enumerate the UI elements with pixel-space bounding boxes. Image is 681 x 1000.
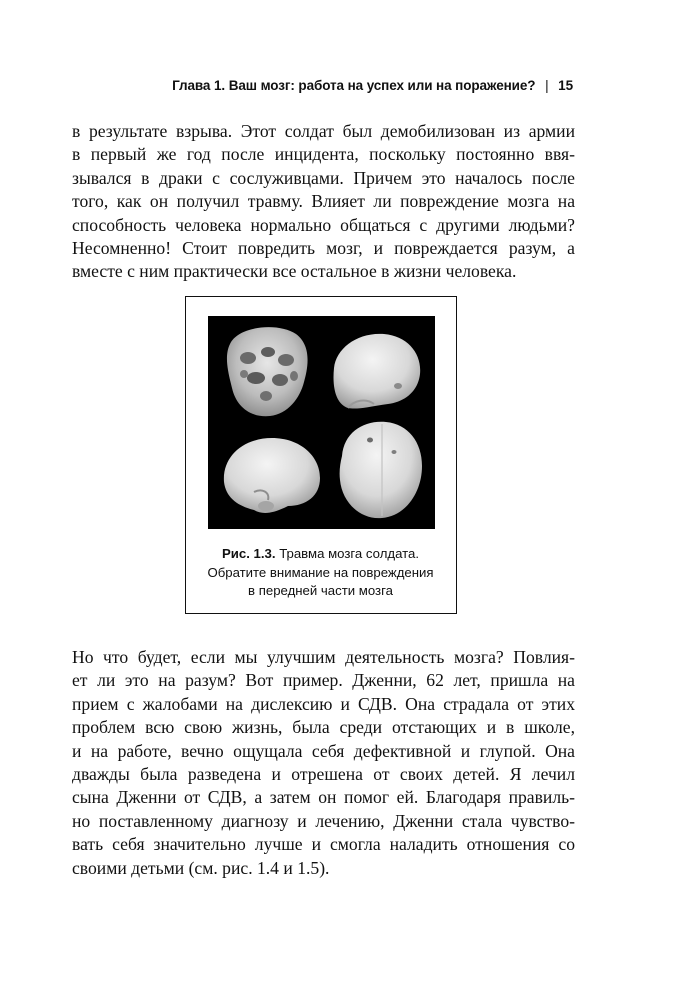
caption-label: Рис. 1.3. bbox=[221, 546, 276, 561]
text-line: Но что будет, если мы улучшим деятельность мозга? Повлия- bbox=[72, 647, 575, 667]
header-title: Ваш мозг: работа на успех или на поражение? bbox=[228, 78, 536, 93]
figure-1-3 bbox=[185, 296, 457, 614]
text-line: Несомненно! Стоит повредить мозг, и повреждается разум, а bbox=[72, 237, 575, 258]
text-line: в первый же год после инцидента, поскольку постоянно ввя- bbox=[72, 144, 575, 165]
text-line: но поставленному диагнозу и лечению, Дженни стала чувство- bbox=[72, 810, 575, 831]
caption-line-3: в передней части мозга bbox=[248, 583, 393, 598]
text-line: прием с жалобами на дислексию и СДВ. Она страдала от этих bbox=[72, 693, 575, 714]
text-line: сына Дженни от СДВ, а затем он помог ей. Благодаря правиль- bbox=[72, 787, 575, 808]
figure-caption bbox=[186, 545, 455, 601]
page-number: 15 bbox=[558, 78, 573, 93]
header-separator: | bbox=[545, 78, 549, 93]
text-line: проблем всю свою жизнь, была среди отстающих и в школе, bbox=[72, 717, 575, 738]
brain-scan-image bbox=[208, 316, 435, 529]
text-line: и на работе, вечно ощущала себя дефективной и глупой. Она bbox=[72, 740, 575, 761]
text-line: зывался в драки с сослуживцами. Причем это началось после bbox=[72, 167, 575, 188]
caption-line-1: Травма мозга солдата. bbox=[279, 546, 420, 561]
caption-line-2: Обратите внимание на повреждения bbox=[207, 564, 434, 580]
text-line: в результате взрыва. Этот солдат был демобилизован из армии bbox=[72, 121, 575, 141]
text-line: вместе с ним практически все остальное в жизни человека. bbox=[72, 261, 517, 282]
paragraph-2 bbox=[72, 646, 575, 880]
text-line: того, как он получил травму. Влияет ли повреждение мозга на bbox=[72, 191, 575, 212]
text-line: способность человека нормально общаться с другими людьми? bbox=[72, 214, 575, 235]
header-chapter: Глава 1. bbox=[172, 78, 226, 93]
running-header bbox=[172, 78, 573, 93]
text-line: ет ли это на разум? Вот пример. Дженни, 62 лет, пришла на bbox=[72, 670, 575, 691]
text-line: вать себя значительно лучше и смогла наладить отношения со bbox=[72, 834, 575, 855]
brain-view-side-left bbox=[224, 438, 320, 513]
text-line: своими детьми (см. рис. 1.4 и 1.5). bbox=[72, 857, 330, 878]
text-line: дважды была разведена и отрешена от своих детей. Я лечил bbox=[72, 763, 575, 784]
paragraph-1 bbox=[72, 120, 575, 284]
